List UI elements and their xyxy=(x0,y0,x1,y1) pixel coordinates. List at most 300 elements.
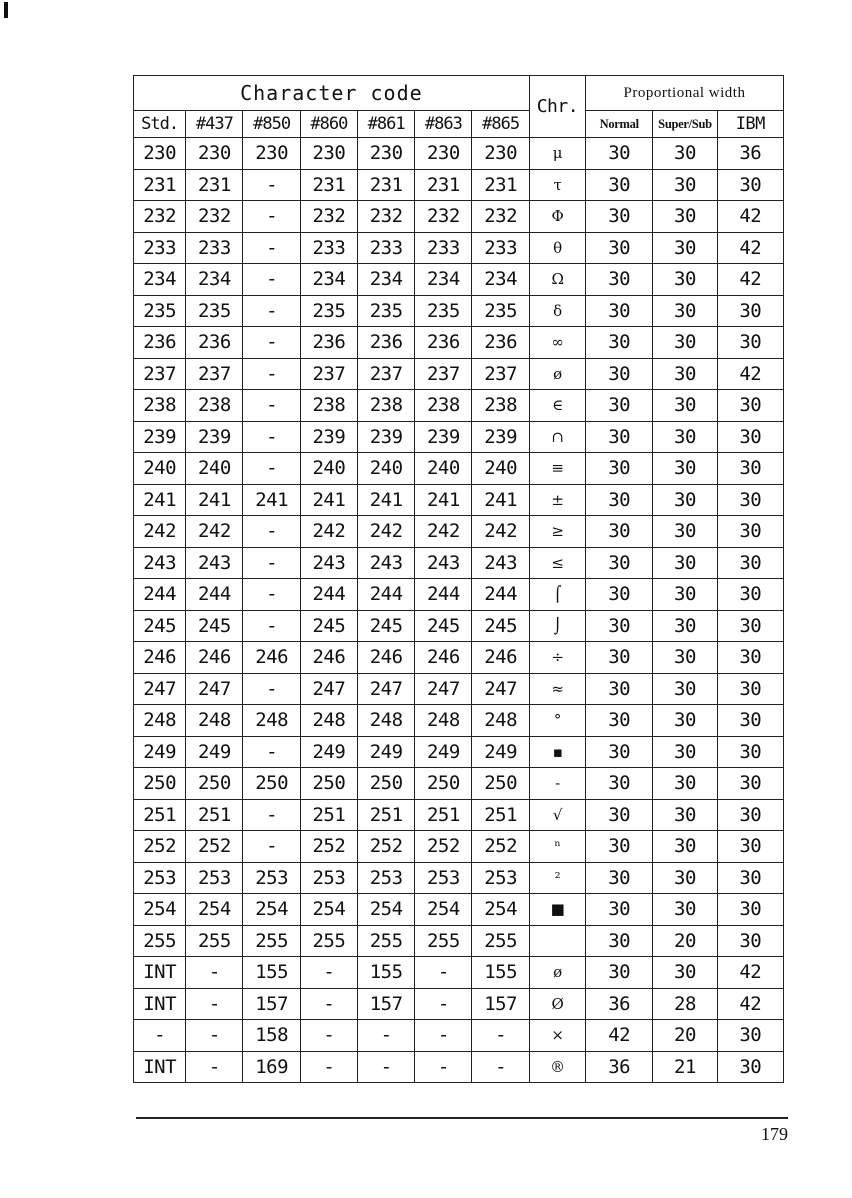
code-cell-861: 238 xyxy=(357,390,414,422)
code-cell-437: 253 xyxy=(186,862,243,894)
width-cell-normal: 36 xyxy=(586,988,653,1020)
code-col-861: #861 xyxy=(357,111,414,138)
code-cell-437: 249 xyxy=(186,736,243,768)
width-cell-normal: 30 xyxy=(586,327,653,359)
width-cell-super-sub: 30 xyxy=(653,610,717,642)
code-cell-863: 252 xyxy=(415,831,472,863)
width-cell-ibm: 30 xyxy=(717,547,783,579)
code-cell-std: 240 xyxy=(134,453,186,485)
code-cell-std: 230 xyxy=(134,138,186,170)
width-cell-super-sub: 30 xyxy=(653,201,717,233)
code-cell-861: 235 xyxy=(357,295,414,327)
code-cell-850: 248 xyxy=(243,705,300,737)
code-cell-std: 250 xyxy=(134,768,186,800)
code-cell-863: 235 xyxy=(415,295,472,327)
code-cell-863: 244 xyxy=(415,579,472,611)
code-cell-863: 250 xyxy=(415,768,472,800)
code-cell-861: 155 xyxy=(357,957,414,989)
code-cell-865: 239 xyxy=(472,421,529,453)
code-cell-850: - xyxy=(243,421,300,453)
width-cell-normal: 30 xyxy=(586,138,653,170)
character-glyph: ≡ xyxy=(529,453,585,485)
width-cell-super-sub: 30 xyxy=(653,484,717,516)
code-cell-std: 241 xyxy=(134,484,186,516)
proportional-width-header: Proportional width xyxy=(586,76,784,111)
code-cell-861: 246 xyxy=(357,642,414,674)
code-cell-437: 240 xyxy=(186,453,243,485)
character-glyph xyxy=(529,925,585,957)
code-cell-865: 237 xyxy=(472,358,529,390)
code-cell-863: 230 xyxy=(415,138,472,170)
character-glyph: ⁿ xyxy=(529,831,585,863)
width-cell-ibm: 30 xyxy=(717,516,783,548)
table-row xyxy=(134,925,784,957)
code-cell-std: 249 xyxy=(134,736,186,768)
width-cell-normal: 30 xyxy=(586,579,653,611)
character-glyph: ∞ xyxy=(529,327,585,359)
width-cell-normal: 30 xyxy=(586,547,653,579)
width-cell-super-sub: 30 xyxy=(653,547,717,579)
code-cell-std: 243 xyxy=(134,547,186,579)
code-cell-850: 254 xyxy=(243,894,300,926)
code-cell-865: 234 xyxy=(472,264,529,296)
width-cell-super-sub: 30 xyxy=(653,232,717,264)
code-cell-860: 250 xyxy=(300,768,357,800)
code-cell-437: 231 xyxy=(186,169,243,201)
code-cell-861: 231 xyxy=(357,169,414,201)
code-cell-865: - xyxy=(472,1051,529,1083)
table-row xyxy=(134,831,784,863)
code-cell-861: 243 xyxy=(357,547,414,579)
code-cell-std: INT xyxy=(134,1051,186,1083)
code-cell-850: - xyxy=(243,201,300,233)
code-cell-std: 239 xyxy=(134,421,186,453)
code-cell-863: 237 xyxy=(415,358,472,390)
code-cell-437: 254 xyxy=(186,894,243,926)
character-glyph: δ xyxy=(529,295,585,327)
code-cell-437: 236 xyxy=(186,327,243,359)
code-cell-865: 236 xyxy=(472,327,529,359)
table-row xyxy=(134,484,784,516)
code-cell-850: - xyxy=(243,232,300,264)
width-cell-ibm: 42 xyxy=(717,988,783,1020)
code-cell-860: 254 xyxy=(300,894,357,926)
character-glyph: ø xyxy=(529,957,585,989)
code-cell-437: 234 xyxy=(186,264,243,296)
code-cell-860: - xyxy=(300,1020,357,1052)
code-cell-860: 237 xyxy=(300,358,357,390)
width-cell-super-sub: 20 xyxy=(653,1020,717,1052)
width-cell-ibm: 42 xyxy=(717,358,783,390)
code-cell-865: 238 xyxy=(472,390,529,422)
code-cell-860: 249 xyxy=(300,736,357,768)
code-cell-863: 247 xyxy=(415,673,472,705)
code-cell-865: 244 xyxy=(472,579,529,611)
width-cell-super-sub: 30 xyxy=(653,390,717,422)
character-glyph: ∈ xyxy=(529,390,585,422)
character-glyph: ⌡ xyxy=(529,610,585,642)
width-cell-ibm: 30 xyxy=(717,1051,783,1083)
code-cell-std: 252 xyxy=(134,831,186,863)
code-cell-865: 241 xyxy=(472,484,529,516)
width-cell-normal: 36 xyxy=(586,1051,653,1083)
code-cell-850: - xyxy=(243,264,300,296)
code-cell-860: - xyxy=(300,957,357,989)
character-glyph: - xyxy=(529,768,585,800)
character-glyph: τ xyxy=(529,169,585,201)
code-cell-863: 232 xyxy=(415,201,472,233)
code-cell-std: - xyxy=(134,1020,186,1052)
code-cell-863: 238 xyxy=(415,390,472,422)
code-cell-850: 230 xyxy=(243,138,300,170)
character-glyph: √ xyxy=(529,799,585,831)
code-cell-861: 157 xyxy=(357,988,414,1020)
character-glyph: Ω xyxy=(529,264,585,296)
character-glyph: ÷ xyxy=(529,642,585,674)
code-col-860: #860 xyxy=(300,111,357,138)
code-cell-850: - xyxy=(243,673,300,705)
code-cell-865: 245 xyxy=(472,610,529,642)
width-cell-super-sub: 30 xyxy=(653,453,717,485)
code-cell-860: 252 xyxy=(300,831,357,863)
character-glyph: ■ xyxy=(529,894,585,926)
table-row xyxy=(134,988,784,1020)
code-cell-850: - xyxy=(243,169,300,201)
code-cell-865: 157 xyxy=(472,988,529,1020)
width-cell-super-sub: 20 xyxy=(653,925,717,957)
width-col-ibm: IBM xyxy=(717,111,783,138)
width-cell-normal: 30 xyxy=(586,831,653,863)
code-cell-865: 155 xyxy=(472,957,529,989)
code-cell-865: 242 xyxy=(472,516,529,548)
code-cell-std: 235 xyxy=(134,295,186,327)
table-row xyxy=(134,862,784,894)
code-cell-863: 241 xyxy=(415,484,472,516)
code-cell-850: 246 xyxy=(243,642,300,674)
code-cell-861: 249 xyxy=(357,736,414,768)
character-code-header: Character code xyxy=(134,76,530,111)
code-cell-850: - xyxy=(243,547,300,579)
code-cell-850: - xyxy=(243,831,300,863)
character-glyph: ≤ xyxy=(529,547,585,579)
code-col-865: #865 xyxy=(472,111,529,138)
code-cell-860: 248 xyxy=(300,705,357,737)
code-cell-437: 245 xyxy=(186,610,243,642)
character-glyph: × xyxy=(529,1020,585,1052)
width-cell-normal: 30 xyxy=(586,862,653,894)
character-glyph: θ xyxy=(529,232,585,264)
width-cell-ibm: 30 xyxy=(717,169,783,201)
code-cell-863: - xyxy=(415,957,472,989)
table-row xyxy=(134,547,784,579)
code-cell-865: 249 xyxy=(472,736,529,768)
table-row xyxy=(134,579,784,611)
width-cell-normal: 30 xyxy=(586,610,653,642)
width-cell-ibm: 30 xyxy=(717,925,783,957)
width-cell-normal: 30 xyxy=(586,705,653,737)
code-cell-860: 251 xyxy=(300,799,357,831)
code-cell-865: 233 xyxy=(472,232,529,264)
code-cell-860: 234 xyxy=(300,264,357,296)
code-cell-437: 246 xyxy=(186,642,243,674)
code-cell-437: 255 xyxy=(186,925,243,957)
code-cell-865: 231 xyxy=(472,169,529,201)
width-cell-ibm: 30 xyxy=(717,736,783,768)
code-cell-861: 236 xyxy=(357,327,414,359)
width-cell-normal: 30 xyxy=(586,894,653,926)
table-row xyxy=(134,327,784,359)
code-cell-std: 254 xyxy=(134,894,186,926)
code-cell-863: 234 xyxy=(415,264,472,296)
width-cell-ibm: 30 xyxy=(717,484,783,516)
code-cell-850: 241 xyxy=(243,484,300,516)
chr-header: Chr. xyxy=(529,76,585,138)
width-cell-ibm: 30 xyxy=(717,579,783,611)
code-cell-865: 243 xyxy=(472,547,529,579)
width-cell-super-sub: 30 xyxy=(653,138,717,170)
width-cell-normal: 30 xyxy=(586,421,653,453)
width-cell-super-sub: 30 xyxy=(653,705,717,737)
code-cell-437: - xyxy=(186,957,243,989)
code-cell-860: 233 xyxy=(300,232,357,264)
table-row xyxy=(134,421,784,453)
code-cell-437: 235 xyxy=(186,295,243,327)
code-cell-865: 246 xyxy=(472,642,529,674)
code-cell-860: 230 xyxy=(300,138,357,170)
width-cell-ibm: 30 xyxy=(717,610,783,642)
width-cell-super-sub: 30 xyxy=(653,264,717,296)
code-cell-861: 239 xyxy=(357,421,414,453)
code-cell-861: 241 xyxy=(357,484,414,516)
table-row xyxy=(134,201,784,233)
width-cell-normal: 30 xyxy=(586,169,653,201)
width-cell-ibm: 30 xyxy=(717,768,783,800)
code-cell-850: 255 xyxy=(243,925,300,957)
code-cell-std: 248 xyxy=(134,705,186,737)
code-cell-860: - xyxy=(300,988,357,1020)
character-glyph: μ xyxy=(529,138,585,170)
width-col-normal: Normal xyxy=(586,111,653,138)
code-cell-std: INT xyxy=(134,988,186,1020)
code-cell-863: 254 xyxy=(415,894,472,926)
width-cell-super-sub: 30 xyxy=(653,768,717,800)
code-cell-std: 245 xyxy=(134,610,186,642)
code-cell-437: 233 xyxy=(186,232,243,264)
width-col-super-sub: Super/Sub xyxy=(653,111,717,138)
code-cell-850: 253 xyxy=(243,862,300,894)
code-cell-861: 245 xyxy=(357,610,414,642)
width-cell-normal: 30 xyxy=(586,642,653,674)
width-cell-normal: 30 xyxy=(586,358,653,390)
table-row xyxy=(134,673,784,705)
width-cell-normal: 30 xyxy=(586,768,653,800)
code-cell-std: 242 xyxy=(134,516,186,548)
code-cell-850: 155 xyxy=(243,957,300,989)
code-cell-860: 236 xyxy=(300,327,357,359)
width-cell-super-sub: 30 xyxy=(653,673,717,705)
table-row xyxy=(134,138,784,170)
width-cell-ibm: 30 xyxy=(717,327,783,359)
width-cell-ibm: 30 xyxy=(717,831,783,863)
width-cell-ibm: 30 xyxy=(717,1020,783,1052)
width-cell-super-sub: 30 xyxy=(653,516,717,548)
width-cell-normal: 30 xyxy=(586,925,653,957)
code-cell-850: - xyxy=(243,295,300,327)
code-cell-865: - xyxy=(472,1020,529,1052)
table-row xyxy=(134,390,784,422)
code-cell-861: 230 xyxy=(357,138,414,170)
width-cell-ibm: 30 xyxy=(717,894,783,926)
code-cell-863: 245 xyxy=(415,610,472,642)
width-cell-normal: 30 xyxy=(586,957,653,989)
code-cell-865: 252 xyxy=(472,831,529,863)
width-cell-ibm: 30 xyxy=(717,453,783,485)
width-cell-normal: 30 xyxy=(586,484,653,516)
code-cell-437: 251 xyxy=(186,799,243,831)
width-cell-super-sub: 30 xyxy=(653,358,717,390)
code-cell-860: 239 xyxy=(300,421,357,453)
code-cell-860: 244 xyxy=(300,579,357,611)
code-cell-861: 232 xyxy=(357,201,414,233)
code-cell-850: - xyxy=(243,579,300,611)
code-cell-std: 236 xyxy=(134,327,186,359)
code-cell-860: 242 xyxy=(300,516,357,548)
code-cell-865: 235 xyxy=(472,295,529,327)
code-cell-863: - xyxy=(415,1020,472,1052)
code-cell-863: 239 xyxy=(415,421,472,453)
width-cell-super-sub: 30 xyxy=(653,831,717,863)
code-cell-std: 232 xyxy=(134,201,186,233)
table-row xyxy=(134,705,784,737)
width-cell-super-sub: 28 xyxy=(653,988,717,1020)
code-cell-850: - xyxy=(243,799,300,831)
code-cell-850: - xyxy=(243,610,300,642)
table-row xyxy=(134,453,784,485)
table-row xyxy=(134,736,784,768)
code-cell-860: - xyxy=(300,1051,357,1083)
code-col-850: #850 xyxy=(243,111,300,138)
width-cell-normal: 30 xyxy=(586,736,653,768)
code-cell-437: 232 xyxy=(186,201,243,233)
table-row xyxy=(134,264,784,296)
code-cell-863: 231 xyxy=(415,169,472,201)
width-cell-normal: 42 xyxy=(586,1020,653,1052)
code-cell-437: 241 xyxy=(186,484,243,516)
code-cell-860: 247 xyxy=(300,673,357,705)
width-cell-ibm: 30 xyxy=(717,421,783,453)
width-cell-ibm: 42 xyxy=(717,264,783,296)
code-cell-861: 237 xyxy=(357,358,414,390)
code-cell-850: - xyxy=(243,358,300,390)
table-row xyxy=(134,957,784,989)
code-cell-865: 232 xyxy=(472,201,529,233)
code-cell-std: 246 xyxy=(134,642,186,674)
table-row xyxy=(134,169,784,201)
code-cell-861: - xyxy=(357,1020,414,1052)
code-cell-437: 230 xyxy=(186,138,243,170)
code-cell-861: 234 xyxy=(357,264,414,296)
code-cell-850: - xyxy=(243,327,300,359)
code-cell-437: 247 xyxy=(186,673,243,705)
code-cell-860: 253 xyxy=(300,862,357,894)
width-cell-super-sub: 30 xyxy=(653,327,717,359)
code-cell-860: 241 xyxy=(300,484,357,516)
width-cell-super-sub: 30 xyxy=(653,736,717,768)
width-cell-super-sub: 30 xyxy=(653,295,717,327)
width-cell-ibm: 30 xyxy=(717,799,783,831)
code-cell-std: 234 xyxy=(134,264,186,296)
code-cell-850: 169 xyxy=(243,1051,300,1083)
code-cell-863: 240 xyxy=(415,453,472,485)
code-cell-860: 235 xyxy=(300,295,357,327)
width-cell-super-sub: 30 xyxy=(653,642,717,674)
width-cell-ibm: 30 xyxy=(717,862,783,894)
code-cell-std: 237 xyxy=(134,358,186,390)
width-cell-super-sub: 30 xyxy=(653,579,717,611)
width-cell-normal: 30 xyxy=(586,264,653,296)
code-cell-860: 243 xyxy=(300,547,357,579)
code-cell-863: 246 xyxy=(415,642,472,674)
code-cell-850: 157 xyxy=(243,988,300,1020)
table-row xyxy=(134,295,784,327)
corner-mark xyxy=(4,2,8,18)
code-cell-863: 236 xyxy=(415,327,472,359)
footer-rule xyxy=(136,1117,788,1119)
code-cell-860: 231 xyxy=(300,169,357,201)
character-glyph: Φ xyxy=(529,201,585,233)
code-cell-860: 245 xyxy=(300,610,357,642)
code-cell-865: 251 xyxy=(472,799,529,831)
code-cell-865: 247 xyxy=(472,673,529,705)
width-cell-ibm: 36 xyxy=(717,138,783,170)
code-cell-863: 242 xyxy=(415,516,472,548)
code-cell-437: 239 xyxy=(186,421,243,453)
code-col-863: #863 xyxy=(415,111,472,138)
code-cell-861: 250 xyxy=(357,768,414,800)
code-cell-860: 238 xyxy=(300,390,357,422)
code-cell-865: 230 xyxy=(472,138,529,170)
table-row xyxy=(134,358,784,390)
width-cell-super-sub: 21 xyxy=(653,1051,717,1083)
code-cell-437: - xyxy=(186,988,243,1020)
width-cell-ibm: 42 xyxy=(717,201,783,233)
code-cell-850: - xyxy=(243,453,300,485)
table-row xyxy=(134,642,784,674)
code-cell-863: 233 xyxy=(415,232,472,264)
table-row xyxy=(134,894,784,926)
code-cell-437: - xyxy=(186,1020,243,1052)
code-cell-865: 255 xyxy=(472,925,529,957)
width-cell-ibm: 30 xyxy=(717,642,783,674)
character-glyph: ² xyxy=(529,862,585,894)
code-cell-850: - xyxy=(243,736,300,768)
width-cell-ibm: 42 xyxy=(717,232,783,264)
code-cell-std: 231 xyxy=(134,169,186,201)
code-cell-860: 246 xyxy=(300,642,357,674)
width-cell-normal: 30 xyxy=(586,673,653,705)
code-cell-861: - xyxy=(357,1051,414,1083)
width-cell-normal: 30 xyxy=(586,516,653,548)
code-cell-865: 254 xyxy=(472,894,529,926)
width-cell-normal: 30 xyxy=(586,799,653,831)
code-cell-std: INT xyxy=(134,957,186,989)
character-glyph: ▪ xyxy=(529,736,585,768)
code-cell-437: 238 xyxy=(186,390,243,422)
width-cell-super-sub: 30 xyxy=(653,169,717,201)
character-glyph: ° xyxy=(529,705,585,737)
code-cell-865: 240 xyxy=(472,453,529,485)
code-cell-860: 232 xyxy=(300,201,357,233)
